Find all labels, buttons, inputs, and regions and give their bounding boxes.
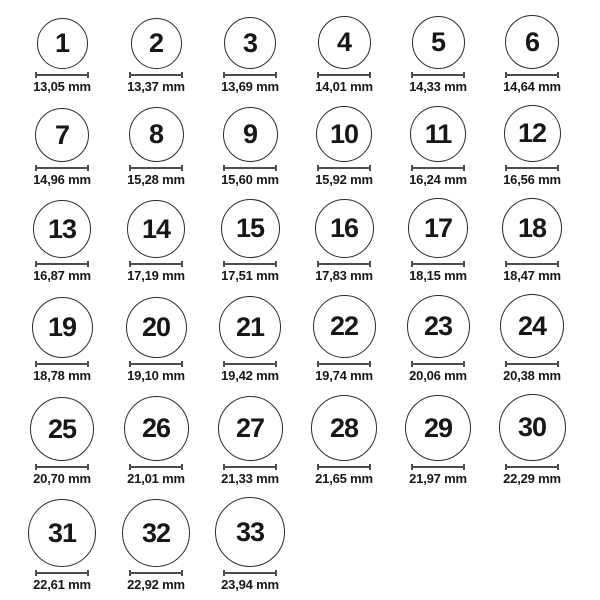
ring-size-number: 29 (423, 412, 453, 443)
ring-circle (33, 200, 91, 258)
diameter-ruler (129, 361, 183, 367)
diameter-ruler (35, 165, 89, 171)
ring-circle (499, 394, 566, 461)
diameter-label: 13,05 mm (33, 79, 91, 94)
diameter-ruler (129, 570, 183, 576)
ring-circle (316, 106, 372, 162)
ring-size-number: 24 (517, 310, 547, 341)
ring-size-cell (15, 108, 109, 186)
ring-circle (500, 294, 564, 358)
ring-circle (313, 295, 376, 358)
ring-circle (218, 396, 283, 461)
diameter-label: 20,70 mm (33, 471, 91, 486)
ring-circle (30, 397, 94, 461)
ring-circle (311, 395, 377, 461)
diameter-label: 14,64 mm (503, 79, 561, 94)
diameter-label: 21,97 mm (409, 471, 467, 486)
diameter-ruler (317, 464, 371, 470)
diameter-label: 19,42 mm (221, 368, 279, 383)
ring-size-number: 3 (242, 27, 258, 58)
ring-size-cell (109, 499, 203, 591)
ring-circle (32, 297, 93, 358)
diameter-ruler (505, 361, 559, 367)
ring-circle (407, 295, 470, 358)
ring-size-row (15, 497, 600, 591)
diameter-ruler (223, 165, 277, 171)
ring-size-cell (391, 198, 485, 282)
ring-size-number: 5 (430, 27, 446, 57)
ring-size-number: 2 (148, 28, 164, 58)
ring-size-cell (109, 297, 203, 382)
ring-size-cell (391, 16, 485, 93)
diameter-ruler (411, 165, 465, 171)
diameter-ruler (129, 464, 183, 470)
diameter-label: 18,47 mm (503, 268, 561, 283)
ring-circle (127, 200, 185, 258)
ring-circle (223, 107, 278, 162)
diameter-ruler (35, 361, 89, 367)
ring-size-number: 17 (423, 212, 453, 243)
diameter-ruler (317, 72, 371, 78)
diameter-label: 19,10 mm (127, 368, 185, 383)
diameter-label: 13,37 mm (127, 79, 185, 94)
diameter-label: 15,60 mm (221, 172, 279, 187)
diameter-label: 22,29 mm (503, 471, 561, 486)
ring-circle (502, 198, 562, 258)
ring-size-number: 18 (517, 212, 547, 243)
diameter-ruler (317, 261, 371, 267)
diameter-label: 21,01 mm (127, 471, 185, 486)
ring-size-cell (109, 396, 203, 485)
diameter-ruler (411, 464, 465, 470)
diameter-label: 15,92 mm (315, 172, 373, 187)
ring-circle (131, 18, 182, 69)
ring-size-number: 9 (242, 119, 258, 149)
diameter-label: 19,74 mm (315, 368, 373, 383)
ring-size-number: 26 (141, 413, 171, 443)
ring-size-number: 4 (336, 27, 352, 57)
ring-circle (412, 16, 465, 69)
diameter-label: 13,69 mm (221, 79, 279, 94)
ring-size-cell (485, 294, 579, 382)
ring-size-cell (15, 297, 109, 382)
ring-circle (221, 199, 280, 258)
diameter-ruler (505, 261, 559, 267)
diameter-ruler (223, 570, 277, 576)
ring-size-cell (109, 200, 203, 282)
diameter-label: 17,83 mm (315, 268, 373, 283)
ring-size-cell (485, 105, 579, 186)
diameter-ruler (35, 570, 89, 576)
ring-size-cell (485, 198, 579, 282)
ring-size-cell (15, 200, 109, 282)
ring-circle (410, 106, 466, 162)
diameter-label: 14,01 mm (315, 79, 373, 94)
ring-size-grid (15, 15, 600, 591)
ring-size-number: 20 (141, 312, 171, 342)
ring-size-cell (203, 107, 297, 186)
ring-size-cell (15, 18, 109, 93)
ring-size-number: 30 (517, 412, 547, 442)
diameter-label: 22,92 mm (127, 577, 185, 592)
ring-size-cell (391, 395, 485, 485)
ring-circle (504, 105, 561, 162)
diameter-ruler (223, 361, 277, 367)
ring-circle (129, 107, 184, 162)
ring-size-number: 21 (235, 311, 265, 342)
ring-size-row (15, 105, 600, 186)
ring-size-number: 32 (141, 517, 171, 548)
ring-size-cell (203, 199, 297, 282)
ring-size-number: 28 (329, 412, 359, 443)
diameter-ruler (411, 72, 465, 78)
ring-size-number: 25 (47, 413, 77, 444)
ring-size-number: 22 (329, 311, 359, 341)
diameter-ruler (223, 261, 277, 267)
ring-size-cell (297, 295, 391, 382)
diameter-label: 17,19 mm (127, 268, 185, 283)
diameter-ruler (411, 361, 465, 367)
diameter-label: 15,28 mm (127, 172, 185, 187)
ring-circle (215, 497, 285, 567)
ring-size-number: 27 (235, 413, 265, 443)
ring-size-cell (485, 394, 579, 485)
diameter-label: 14,96 mm (33, 172, 91, 187)
diameter-label: 18,78 mm (33, 368, 91, 383)
ring-size-row (15, 394, 600, 485)
ring-size-row (15, 15, 600, 93)
ring-circle (122, 499, 190, 567)
ring-size-cell (297, 106, 391, 186)
ring-circle (126, 297, 187, 358)
ring-size-number: 13 (47, 213, 77, 244)
ring-size-cell (203, 497, 297, 591)
ring-circle (224, 17, 276, 69)
diameter-label: 23,94 mm (221, 577, 279, 592)
diameter-ruler (35, 464, 89, 470)
ring-circle (318, 16, 371, 69)
diameter-ruler (129, 72, 183, 78)
ring-circle (219, 296, 281, 358)
diameter-label: 16,56 mm (503, 172, 561, 187)
ring-size-cell (15, 499, 109, 591)
ring-size-cell (109, 107, 203, 186)
ring-size-number: 23 (423, 311, 453, 341)
ring-size-number: 6 (524, 26, 540, 57)
ring-size-number: 16 (329, 213, 359, 243)
ring-circle (505, 15, 559, 69)
diameter-ruler (223, 72, 277, 78)
diameter-ruler (505, 464, 559, 470)
ring-size-cell (203, 296, 297, 382)
diameter-label: 14,33 mm (409, 79, 467, 94)
diameter-ruler (35, 261, 89, 267)
ring-circle (408, 198, 468, 258)
ring-size-cell (297, 16, 391, 93)
ring-size-row (15, 198, 600, 282)
diameter-label: 16,87 mm (33, 268, 91, 283)
diameter-ruler (129, 261, 183, 267)
ring-size-cell (391, 106, 485, 186)
diameter-ruler (317, 361, 371, 367)
ring-size-number: 19 (47, 312, 77, 342)
ring-size-number: 7 (54, 119, 70, 150)
ring-size-cell (297, 395, 391, 485)
diameter-label: 21,33 mm (221, 471, 279, 486)
ring-circle (124, 396, 189, 461)
diameter-label: 22,61 mm (33, 577, 91, 592)
ring-circle (37, 18, 88, 69)
diameter-ruler (505, 72, 559, 78)
diameter-label: 20,06 mm (409, 368, 467, 383)
ring-size-cell (203, 396, 297, 485)
ring-size-number: 14 (141, 213, 171, 244)
ring-size-number: 33 (235, 516, 265, 547)
ring-circle (35, 108, 89, 162)
ring-size-number: 8 (148, 119, 164, 149)
ring-size-number: 12 (517, 118, 547, 148)
diameter-label: 21,65 mm (315, 471, 373, 486)
ring-circle (315, 199, 374, 258)
diameter-label: 16,24 mm (409, 172, 467, 187)
ring-size-cell (203, 17, 297, 93)
ring-size-number: 31 (47, 517, 77, 548)
ring-size-row (15, 294, 600, 382)
diameter-ruler (317, 165, 371, 171)
diameter-ruler (35, 72, 89, 78)
diameter-label: 17,51 mm (221, 268, 279, 283)
diameter-ruler (223, 464, 277, 470)
ring-size-cell (15, 397, 109, 485)
ring-circle (405, 395, 471, 461)
ring-size-number: 10 (329, 118, 359, 149)
ring-size-number: 11 (424, 118, 452, 149)
diameter-ruler (411, 261, 465, 267)
ring-size-cell (109, 18, 203, 93)
diameter-ruler (505, 165, 559, 171)
ring-circle (28, 499, 96, 567)
ring-size-cell (485, 15, 579, 93)
ring-size-cell (297, 199, 391, 282)
ring-size-number: 15 (235, 213, 265, 243)
ring-size-cell (391, 295, 485, 382)
diameter-ruler (129, 165, 183, 171)
diameter-label: 20,38 mm (503, 368, 561, 383)
diameter-label: 18,15 mm (409, 268, 467, 283)
ring-size-number: 1 (54, 28, 70, 58)
